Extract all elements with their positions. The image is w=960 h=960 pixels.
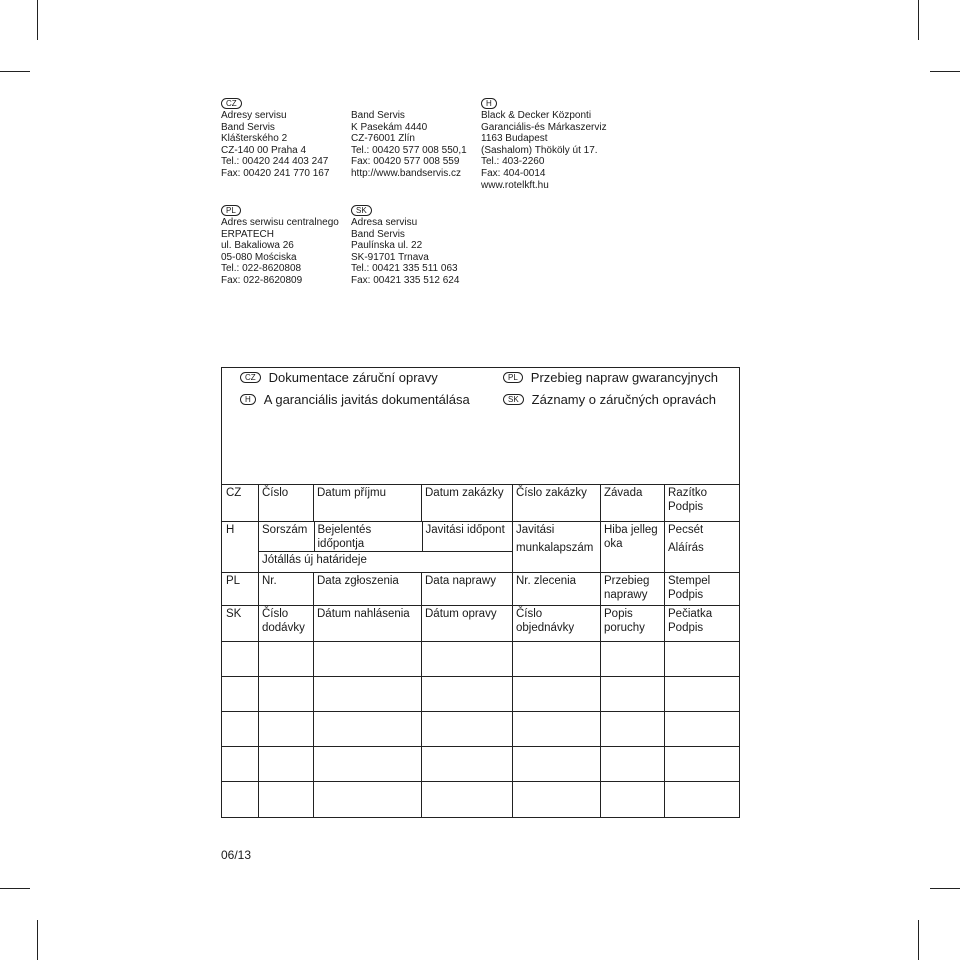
address-line: (Sashalom) Thököly út 17. xyxy=(481,144,598,156)
h-subgrid xyxy=(259,522,513,572)
cell-text: Podpis xyxy=(668,621,704,634)
address-h xyxy=(481,98,607,191)
header-cell: Číslo zakázky xyxy=(513,485,601,522)
empty-cell[interactable] xyxy=(513,746,601,781)
crop-mark xyxy=(930,888,960,889)
crop-mark xyxy=(918,920,919,960)
header-cell: Datum příjmu xyxy=(314,485,422,522)
address-cz-zlin xyxy=(351,110,467,180)
address-line: Adresa servisu xyxy=(351,217,418,228)
address-line: Klášterského 2 xyxy=(221,133,288,145)
header-cell xyxy=(601,605,665,641)
empty-cell[interactable] xyxy=(222,781,259,817)
empty-cell[interactable] xyxy=(259,746,314,781)
country-badge-sk: SK xyxy=(351,205,372,216)
empty-cell[interactable] xyxy=(314,641,422,676)
cell-text: Podpis xyxy=(668,588,704,601)
row-lang-h: H xyxy=(222,522,259,573)
doc-title-sk xyxy=(503,392,716,408)
empty-cell[interactable] xyxy=(222,641,259,676)
address-line: 1163 Budapest xyxy=(481,133,548,145)
address-line: ERPATECH xyxy=(221,228,274,240)
header-cell xyxy=(513,522,601,573)
country-badge-h: H xyxy=(240,394,256,405)
table-row-empty xyxy=(222,711,740,746)
table-row-empty xyxy=(222,781,740,817)
header-cell xyxy=(601,522,665,573)
cell-text: Pečiatka xyxy=(668,607,713,620)
empty-cell[interactable] xyxy=(422,641,513,676)
empty-cell[interactable] xyxy=(601,711,665,746)
address-line: Tel.: 403-2260 xyxy=(481,156,545,168)
crop-mark xyxy=(37,920,38,960)
header-cell xyxy=(665,605,740,641)
empty-cell[interactable] xyxy=(259,676,314,711)
empty-cell[interactable] xyxy=(601,641,665,676)
empty-cell[interactable] xyxy=(513,711,601,746)
empty-cell[interactable] xyxy=(665,746,740,781)
header-cell xyxy=(259,605,314,641)
empty-cell[interactable] xyxy=(422,746,513,781)
empty-cell[interactable] xyxy=(314,676,422,711)
doc-title-pl xyxy=(503,370,718,386)
cell-text: naprawy xyxy=(604,588,648,601)
country-badge-pl: PL xyxy=(221,205,241,216)
address-line: Garanciális-és Márkaszerviz xyxy=(481,121,607,133)
cell-text: Podpis xyxy=(668,501,704,513)
address-line: Fax: 022-8620809 xyxy=(221,274,303,286)
address-line: Band Servis xyxy=(351,228,405,240)
empty-cell[interactable] xyxy=(513,781,601,817)
address-line: 05-080 Mościska xyxy=(221,251,297,263)
address-sk xyxy=(351,205,459,287)
address-line: ul. Bakaliowa 26 xyxy=(221,240,294,252)
empty-cell[interactable] xyxy=(601,676,665,711)
empty-cell[interactable] xyxy=(314,746,422,781)
empty-cell[interactable] xyxy=(222,746,259,781)
address-line: Black & Decker Központi xyxy=(481,110,592,121)
empty-cell[interactable] xyxy=(222,676,259,711)
header-cell-group xyxy=(259,522,513,573)
country-badge-cz: CZ xyxy=(221,98,242,109)
table-row-empty xyxy=(222,676,740,711)
country-badge-sk: SK xyxy=(503,394,524,405)
header-cell: Sorszám xyxy=(262,524,308,536)
header-cell xyxy=(665,485,740,522)
header-cell: Dátum nahlásenia xyxy=(314,605,422,641)
doc-title-text: Dokumentace záruční opravy xyxy=(268,370,438,385)
cell-text: Číslo xyxy=(262,607,289,620)
empty-cell[interactable] xyxy=(422,676,513,711)
cell-text: munkalapszám xyxy=(516,542,594,554)
header-cell: Číslo xyxy=(259,485,314,522)
crop-mark xyxy=(918,0,919,40)
empty-cell[interactable] xyxy=(314,781,422,817)
table-row-pl xyxy=(222,572,740,605)
address-line: Tel.: 022-8620808 xyxy=(221,263,302,275)
address-line: Adres serwisu centralnego xyxy=(221,217,339,228)
address-cz-main xyxy=(221,98,329,180)
empty-cell[interactable] xyxy=(513,641,601,676)
table-row-empty xyxy=(222,746,740,781)
header-cell: Jótállás új határideje xyxy=(259,552,513,572)
empty-cell[interactable] xyxy=(259,781,314,817)
address-line: Fax: 404-0014 xyxy=(481,167,546,179)
table-row-empty xyxy=(222,641,740,676)
empty-cell[interactable] xyxy=(665,641,740,676)
address-line: K Pasekám 4440 xyxy=(351,121,428,133)
address-line: CZ-76001 Zlín xyxy=(351,133,415,145)
repair-record-table xyxy=(221,484,740,818)
address-line: www.rotelkft.hu xyxy=(481,179,549,191)
empty-cell[interactable] xyxy=(222,711,259,746)
row-lang-pl: PL xyxy=(222,572,259,605)
cell-text: dodávky xyxy=(262,621,305,634)
crop-mark xyxy=(37,0,38,40)
country-badge-h: H xyxy=(481,98,497,109)
country-badge-cz: CZ xyxy=(240,372,261,383)
cell-text: Hiba jelleg xyxy=(604,524,658,536)
empty-cell[interactable] xyxy=(665,781,740,817)
cell-text: Aláírás xyxy=(668,542,704,554)
cell-text: Číslo xyxy=(516,607,543,620)
cell-text: Przebieg xyxy=(604,574,650,587)
cell-text: Pecsét xyxy=(668,524,704,536)
empty-cell[interactable] xyxy=(259,711,314,746)
address-line: Fax: 00420 241 770 167 xyxy=(221,167,330,179)
empty-cell[interactable] xyxy=(422,711,513,746)
cell-text: oka xyxy=(604,538,623,550)
address-line: Tel.: 00420 577 008 550,1 xyxy=(351,144,467,156)
doc-title-text: A garanciális javitás dokumentálása xyxy=(263,392,470,407)
header-cell xyxy=(665,522,740,573)
table-row-sk xyxy=(222,605,740,641)
doc-title-text: Przebieg napraw gwarancyjnych xyxy=(530,370,718,385)
cell-text: Razítko xyxy=(668,487,707,499)
address-line: Tel.: 00420 244 403 247 xyxy=(221,156,329,168)
header-cell: Dátum opravy xyxy=(422,605,513,641)
header-cell: Data naprawy xyxy=(422,572,513,605)
header-cell: Datum zakázky xyxy=(422,485,513,522)
empty-cell[interactable] xyxy=(314,711,422,746)
address-line: Fax: 00420 577 008 559 xyxy=(351,156,460,168)
doc-title-text: Záznamy o záručných opravách xyxy=(531,392,716,407)
header-cell: Data zgłoszenia xyxy=(314,572,422,605)
empty-cell[interactable] xyxy=(422,781,513,817)
empty-cell[interactable] xyxy=(513,676,601,711)
crop-mark xyxy=(930,71,960,72)
header-cell xyxy=(601,572,665,605)
cell-text: Popis xyxy=(604,607,633,620)
crop-mark xyxy=(0,71,30,72)
address-line: Fax: 00421 335 512 624 xyxy=(351,274,460,286)
empty-cell[interactable] xyxy=(665,676,740,711)
doc-title-h xyxy=(240,392,470,408)
row-lang-sk: SK xyxy=(222,605,259,641)
empty-cell[interactable] xyxy=(259,641,314,676)
address-line: Band Servis xyxy=(221,121,275,133)
address-line: Adresy servisu xyxy=(221,110,287,121)
address-line: CZ-140 00 Praha 4 xyxy=(221,144,307,156)
address-line: SK-91701 Trnava xyxy=(351,251,429,263)
header-cell: Nr. xyxy=(259,572,314,605)
header-cell xyxy=(665,572,740,605)
header-cell: Javitási időpont xyxy=(425,524,505,536)
address-line: Band Servis xyxy=(351,110,405,121)
doc-title-cz xyxy=(240,370,438,386)
table-row-h xyxy=(222,522,740,573)
header-cell: Bejelentés időpontja xyxy=(314,522,422,552)
empty-cell[interactable] xyxy=(601,746,665,781)
address-line: http://www.bandservis.cz xyxy=(351,167,462,179)
crop-mark xyxy=(0,888,30,889)
table-row-cz xyxy=(222,485,740,522)
address-line: Paulínska ul. 22 xyxy=(351,240,423,252)
country-badge-pl: PL xyxy=(503,372,523,383)
cell-text: objednávky xyxy=(516,621,575,634)
footer-code: 06/13 xyxy=(221,848,252,862)
empty-cell[interactable] xyxy=(601,781,665,817)
header-cell: Nr. zlecenia xyxy=(513,572,601,605)
address-pl xyxy=(221,205,339,287)
row-lang-cz: CZ xyxy=(222,485,259,522)
header-cell xyxy=(513,605,601,641)
cell-text: poruchy xyxy=(604,621,645,634)
address-line: Tel.: 00421 335 511 063 xyxy=(351,263,458,275)
cell-text: Javitási xyxy=(516,524,555,536)
header-cell: Závada xyxy=(601,485,665,522)
empty-cell[interactable] xyxy=(665,711,740,746)
cell-text: Stempel xyxy=(668,574,711,587)
